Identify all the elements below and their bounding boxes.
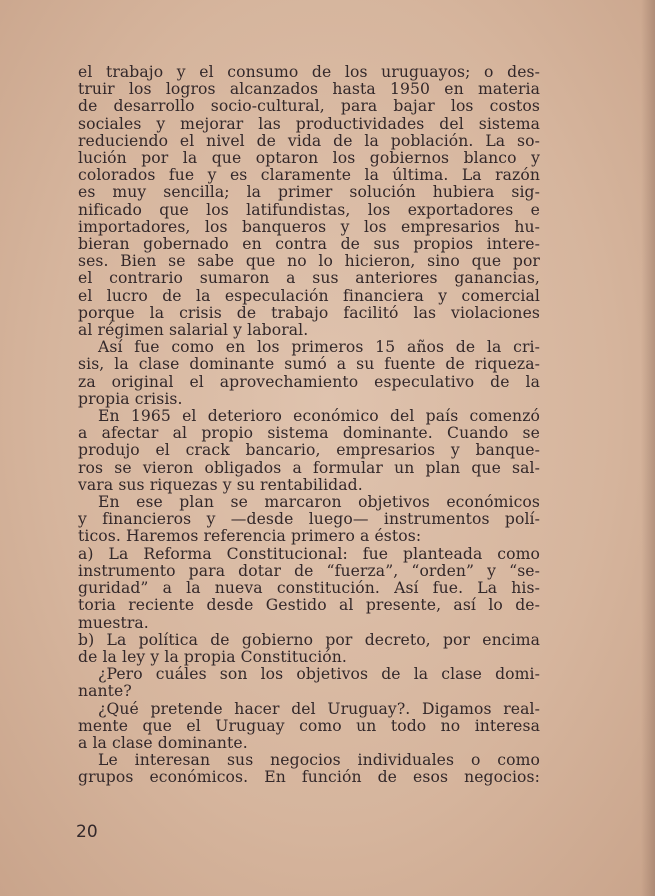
text-line: el contrario sumaron a sus anteriores ganancias, bbox=[78, 270, 540, 288]
text-line: nificado que los latifundistas, los exportadores e bbox=[78, 201, 540, 219]
text-line: porque la crisis de trabajo facilitó las violaciones bbox=[78, 304, 540, 322]
text-line: reduciendo el nivel de vida de la población. La so- bbox=[78, 132, 540, 150]
text-line: b) La política de gobierno por decreto, por encima bbox=[78, 631, 540, 649]
text-line: vara sus riquezas y su rentabilidad. bbox=[78, 476, 363, 494]
text-line: es muy sencilla; la primer solución hubiera sig- bbox=[78, 184, 540, 202]
text-line: colorados fue y es claramente la última. La razón bbox=[78, 167, 540, 185]
text-line: En 1965 el deterioro económico del país comenzó bbox=[98, 408, 540, 426]
text-line: y financieros y —desde luego— instrumentos polí- bbox=[78, 511, 540, 529]
text-line: al régimen salarial y laboral. bbox=[78, 322, 309, 340]
text-line: Así fue como en los primeros 15 años de la cri- bbox=[98, 339, 540, 357]
text-line: za original el aprovechamiento especulativo de la bbox=[78, 373, 540, 391]
text-line: En ese plan se marcaron objetivos económicos bbox=[98, 494, 540, 512]
text-line: de desarrollo socio-cultural, para bajar los costos bbox=[78, 98, 540, 116]
text-line: guridad” a la nueva constitución. Así fue. La his- bbox=[78, 580, 540, 598]
page-number: 20 bbox=[76, 822, 98, 842]
text-line: muestra. bbox=[78, 614, 149, 632]
text-line: a la clase dominante. bbox=[78, 734, 248, 752]
body-text bbox=[78, 64, 540, 787]
text-line: a afectar al propio sistema dominante. Cuando se bbox=[78, 425, 540, 443]
text-line: toria reciente desde Gestido al presente, así lo de- bbox=[78, 597, 540, 615]
text-line: el lucro de la especulación financiera y comercial bbox=[78, 287, 540, 305]
text-line: produjo el crack bancario, empresarios y banque- bbox=[78, 442, 540, 460]
text-line: sociales y mejorar las productividades del sistema bbox=[78, 115, 540, 133]
text-line: ticos. Haremos referencia primero a éstos: bbox=[78, 528, 422, 546]
text-line: el trabajo y el consumo de los uruguayos; o des- bbox=[78, 64, 540, 81]
text-line: mente que el Uruguay como un todo no interesa bbox=[78, 717, 540, 735]
text-line: bieran gobernado en contra de sus propios intere- bbox=[78, 236, 540, 254]
text-line: grupos económicos. En función de esos negocios: bbox=[78, 769, 540, 787]
text-line: ses. Bien se sabe que no lo hicieron, sino que por bbox=[78, 253, 540, 271]
text-line: nante? bbox=[78, 683, 132, 701]
text-line: ¿Qué pretende hacer del Uruguay?. Digamos real- bbox=[98, 700, 540, 718]
text-line: Le interesan sus negocios individuales o como bbox=[98, 752, 540, 770]
text-line: a) La Reforma Constitucional: fue planteada como bbox=[78, 545, 540, 563]
text-line: propia crisis. bbox=[78, 390, 183, 408]
page-edge-shadow bbox=[641, 0, 655, 896]
text-line: lución por la que optaron los gobiernos blanco y bbox=[78, 150, 540, 168]
text-line: instrumento para dotar de “fuerza”, “orden” y “se- bbox=[78, 562, 540, 580]
text-line: importadores, los banqueros y los empresarios hu- bbox=[78, 218, 540, 236]
text-line: ¿Pero cuáles son los objetivos de la clase domi- bbox=[98, 666, 540, 684]
text-line: de la ley y la propia Constitución. bbox=[78, 648, 347, 666]
text-line: sis, la clase dominante sumó a su fuente de riqueza- bbox=[78, 356, 540, 374]
text-line: truir los logros alcanzados hasta 1950 en materia bbox=[78, 81, 540, 99]
text-line: ros se vieron obligados a formular un plan que sal- bbox=[78, 459, 540, 477]
